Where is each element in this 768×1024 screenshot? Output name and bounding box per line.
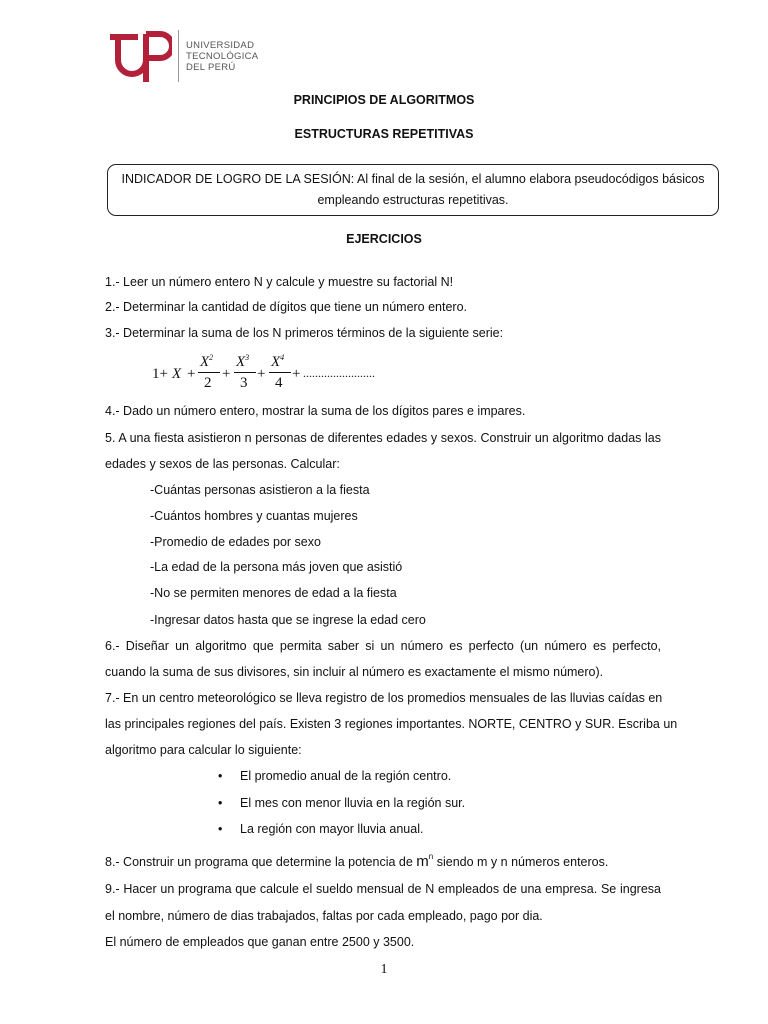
exercise-7-line-2: las principales regiones del país. Existen 3 regiones importantes. NORTE, CENTRO y SUR. Escriba un [105, 717, 678, 731]
bullet-icon: • [218, 796, 223, 810]
formula-ellipsis: ........................ [303, 366, 375, 380]
document-title: PRINCIPIOS DE ALGORITMOS [293, 93, 475, 107]
exercise-7-line-1: 7.- En un centro meteorológico se lleva registro de los promedios mensuales de las lluvias caídas en [105, 691, 663, 705]
university-name [186, 40, 258, 73]
formula-x: X [172, 366, 182, 382]
exercise-7-bullet: El mes con menor lluvia en la región sur. [240, 796, 466, 810]
exercise-5-item: -No se permiten menores de edad a la fiesta [150, 586, 397, 600]
formula-plus: + [222, 366, 231, 382]
bullet-icon: • [218, 822, 223, 836]
exercise-3: 3.- Determinar la suma de los N primeros términos de la siguiente serie: [105, 326, 504, 340]
series-formula [150, 350, 410, 396]
utp-logo [110, 30, 172, 84]
exercise-7-line-3: algoritmo para calcular lo siguiente: [105, 743, 302, 757]
section-heading: EJERCICIOS [346, 232, 422, 246]
fraction-bar [198, 372, 220, 373]
logo-divider [178, 30, 179, 82]
formula-plus: + [187, 366, 196, 382]
exercise-8 [105, 852, 608, 870]
power-exponent: n [428, 852, 434, 861]
exercise-6-line-1: 6.- Diseñar un algoritmo que permita saber si un número es perfecto (un número es perfecto, [105, 639, 661, 653]
logo-line: TECNOLÓGICA [186, 51, 259, 62]
exercise-5-item: -Cuántos hombres y cuantas mujeres [150, 509, 358, 523]
exercise-7-bullet: El promedio anual de la región centro. [240, 769, 452, 783]
exercise-5-line-1: 5. A una fiesta asistieron n personas de diferentes edades y sexos. Construir un algoritmo dadas las [105, 431, 661, 445]
indicator-line-2: empleando estructuras repetitivas. [317, 193, 509, 207]
power-base: m [416, 853, 429, 870]
exercise-9-line-1: 9.- Hacer un programa que calcule el sueldo mensual de N empleados de una empresa. Se ingresa [105, 882, 661, 896]
numerator-x2: $X^2$ [200, 353, 214, 370]
exercise-6-line-2: cuando la suma de sus divisores, sin incluir al número es exactamente el mismo número). [105, 665, 604, 679]
formula-one: 1+ [152, 366, 168, 382]
indicator-box [107, 164, 719, 216]
exercise-9-line-2: el nombre, número de dias trabajados, faltas por cada empleado, pago por dia. [105, 909, 543, 923]
exercise-8-text-end: siendo m y n números enteros. [433, 855, 609, 869]
numerator-x3: $X^3$ [236, 353, 250, 370]
page-number: 1 [380, 962, 388, 977]
formula-plus: + [257, 366, 266, 382]
logo-line: UNIVERSIDAD [186, 40, 255, 51]
formula-plus: + [292, 366, 301, 382]
exercise-5-item: -Cuántas personas asistieron a la fiesta [150, 483, 370, 497]
indicator-line-1: INDICADOR DE LOGRO DE LA SESIÓN: Al final de la sesión, el alumno elabora pseudocódigos básicos [121, 172, 705, 186]
fraction-bar [234, 372, 256, 373]
bullet-icon: • [218, 769, 223, 783]
exercise-1: 1.- Leer un número entero N y calcule y muestre su factorial N! [105, 275, 454, 289]
exercise-5-item: -Promedio de edades por sexo [150, 535, 321, 549]
numerator-x4: $X^4$ [271, 353, 285, 370]
exercise-5-item: -Ingresar datos hasta que se ingrese la edad cero [150, 613, 426, 627]
denominator-3: 3 [240, 375, 248, 391]
exercise-9-line-3: El número de empleados que ganan entre 2500 y 3500. [105, 935, 415, 949]
denominator-2: 2 [204, 375, 212, 391]
exercise-8-text: 8.- Construir un programa que determine la potencia de [105, 855, 417, 869]
exercise-4: 4.- Dado un número entero, mostrar la suma de los dígitos pares e impares. [105, 404, 526, 418]
exercise-5-line-2: edades y sexos de las personas. Calcular: [105, 457, 340, 471]
denominator-4: 4 [275, 375, 283, 391]
logo-line: DEL PERÚ [186, 62, 236, 73]
exercise-2: 2.- Determinar la cantidad de dígitos que tiene un número entero. [105, 300, 468, 314]
exercise-5-item: -La edad de la persona más joven que asistió [150, 560, 403, 574]
document-subtitle: ESTRUCTURAS REPETITIVAS [294, 127, 474, 141]
fraction-bar [269, 372, 291, 373]
exercise-7-bullet: La región con mayor lluvia anual. [240, 822, 424, 836]
